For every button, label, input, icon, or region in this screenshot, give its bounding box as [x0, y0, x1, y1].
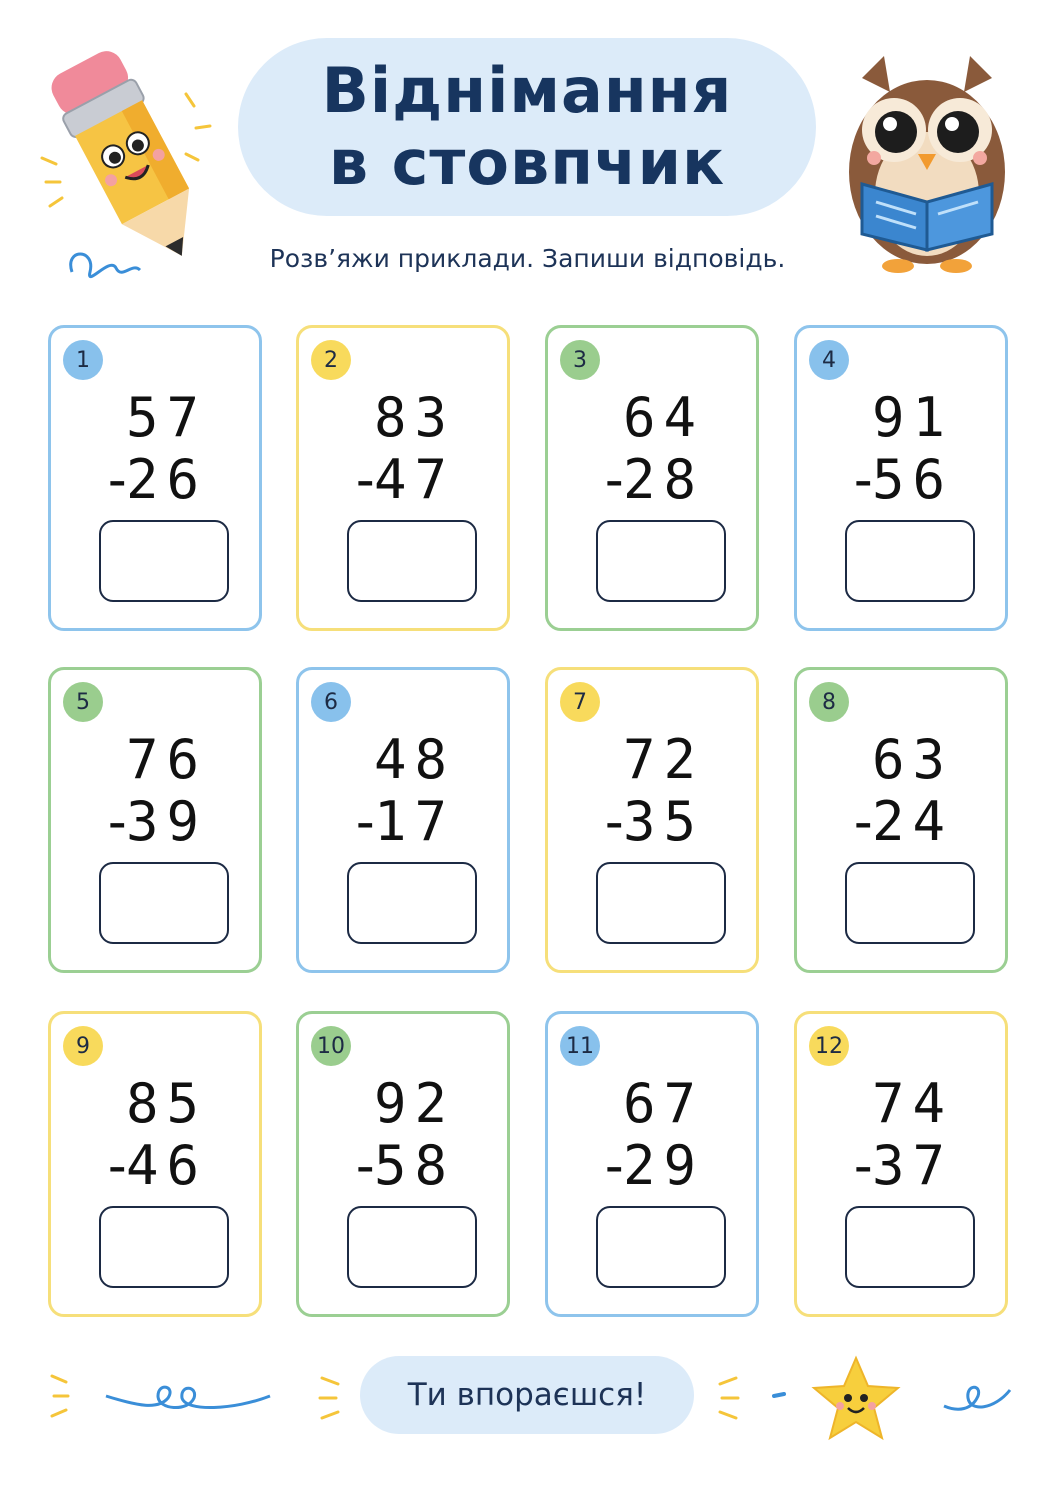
problem-card — [296, 325, 510, 631]
problem-number-badge: 9 — [63, 1026, 103, 1066]
subtrahend: 58 — [373, 1134, 455, 1197]
title-banner — [238, 38, 816, 216]
minus-sign: - — [598, 1134, 631, 1197]
subtrahend: 37 — [871, 1134, 953, 1197]
problem-card — [794, 667, 1008, 973]
answer-box[interactable] — [99, 520, 229, 602]
problem-card — [296, 1011, 510, 1317]
answer-box[interactable] — [845, 1206, 975, 1288]
minus-sign: - — [101, 448, 134, 511]
problem-card — [48, 667, 262, 973]
answer-box[interactable] — [845, 520, 975, 602]
title-line-1: Віднімання — [321, 54, 733, 127]
minuend: 92 — [373, 1072, 455, 1135]
minuend: 64 — [622, 386, 704, 449]
problem-number-badge: 4 — [809, 340, 849, 380]
swirl-right-icon — [938, 1372, 1018, 1422]
star-icon — [768, 1352, 918, 1448]
instructions-text: Розв’яжи приклади. Запиши відповідь. — [269, 244, 786, 273]
swirl-left-icon — [48, 1366, 278, 1426]
answer-box[interactable] — [596, 1206, 726, 1288]
minuend: 67 — [622, 1072, 704, 1135]
minuend: 72 — [622, 728, 704, 791]
answer-box[interactable] — [99, 862, 229, 944]
minuend: 74 — [871, 1072, 953, 1135]
problem-number-badge: 2 — [311, 340, 351, 380]
answer-box[interactable] — [596, 520, 726, 602]
problem-number-badge: 3 — [560, 340, 600, 380]
minus-sign: - — [349, 448, 382, 511]
subtrahend: 35 — [622, 790, 704, 853]
problem-number-badge: 6 — [311, 682, 351, 722]
problem-number-badge: 10 — [311, 1026, 351, 1066]
answer-box[interactable] — [596, 862, 726, 944]
answer-box[interactable] — [99, 1206, 229, 1288]
minuend: 83 — [373, 386, 455, 449]
subtrahend: 47 — [373, 448, 455, 511]
minuend: 91 — [871, 386, 953, 449]
minus-sign: - — [101, 1134, 134, 1197]
subtrahend: 28 — [622, 448, 704, 511]
problem-number-badge: 8 — [809, 682, 849, 722]
problem-card — [48, 325, 262, 631]
minuend: 63 — [871, 728, 953, 791]
dash-mark-icon — [318, 1368, 348, 1428]
problem-number-badge: 12 — [809, 1026, 849, 1066]
subtrahend: 56 — [871, 448, 953, 511]
problem-card — [48, 1011, 262, 1317]
problem-card — [794, 325, 1008, 631]
subtrahend: 24 — [871, 790, 953, 853]
minuend: 57 — [125, 386, 207, 449]
problem-number-badge: 1 — [63, 340, 103, 380]
answer-box[interactable] — [347, 862, 477, 944]
answer-box[interactable] — [845, 862, 975, 944]
minus-sign: - — [349, 790, 382, 853]
problem-card — [794, 1011, 1008, 1317]
minus-sign: - — [847, 1134, 880, 1197]
problem-card — [545, 667, 759, 973]
problem-number-badge: 7 — [560, 682, 600, 722]
title-line-2: в стовпчик — [328, 126, 726, 199]
problem-card — [545, 1011, 759, 1317]
problem-number-badge: 11 — [560, 1026, 600, 1066]
minus-sign: - — [349, 1134, 382, 1197]
subtrahend: 17 — [373, 790, 455, 853]
minuend: 85 — [125, 1072, 207, 1135]
minus-sign: - — [598, 448, 631, 511]
answer-box[interactable] — [347, 520, 477, 602]
minuend: 48 — [373, 728, 455, 791]
subtrahend: 39 — [125, 790, 207, 853]
subtrahend: 46 — [125, 1134, 207, 1197]
minus-sign: - — [598, 790, 631, 853]
minus-sign: - — [847, 448, 880, 511]
problem-card — [545, 325, 759, 631]
problem-card — [296, 667, 510, 973]
subtrahend: 26 — [125, 448, 207, 511]
answer-box[interactable] — [347, 1206, 477, 1288]
problem-number-badge: 5 — [63, 682, 103, 722]
minuend: 76 — [125, 728, 207, 791]
minus-sign: - — [847, 790, 880, 853]
minus-sign: - — [101, 790, 134, 853]
dash-mark-icon-right — [710, 1368, 740, 1428]
encouragement-banner: Ти впораєшся! — [360, 1356, 694, 1434]
subtrahend: 29 — [622, 1134, 704, 1197]
